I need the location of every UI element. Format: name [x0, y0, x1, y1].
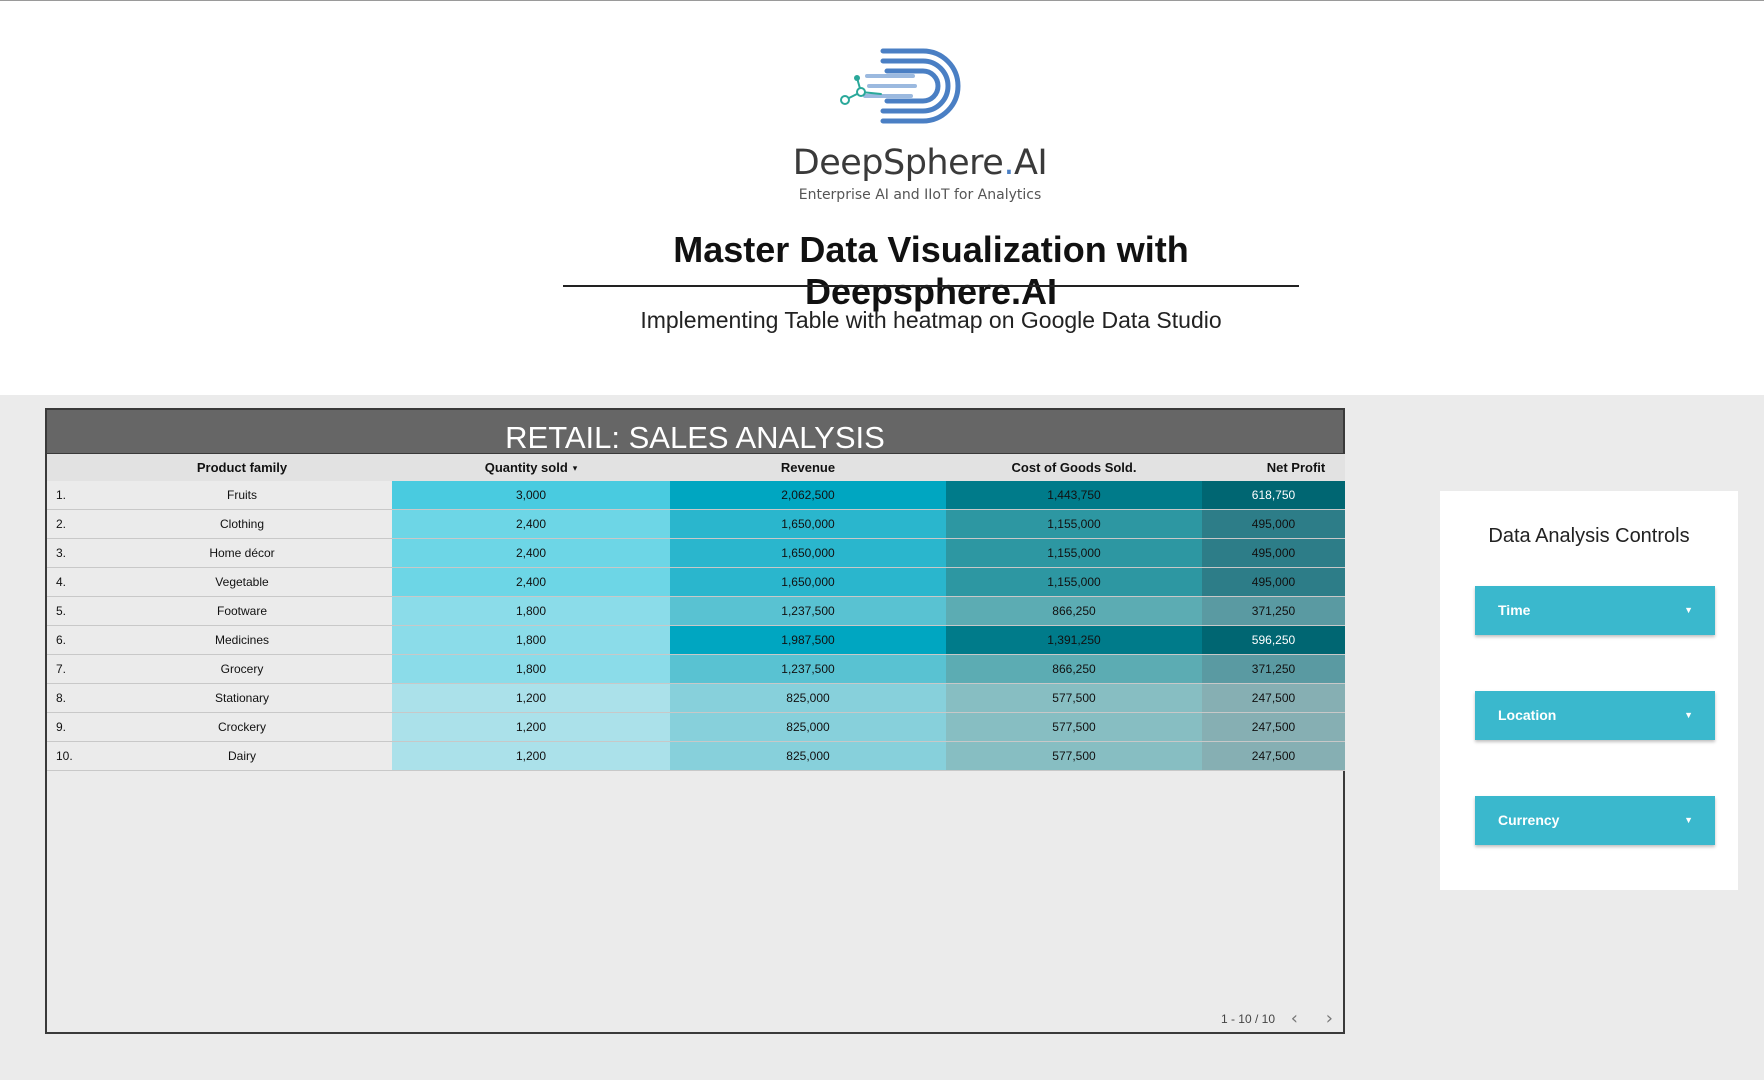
cell-quantity-sold: 1,200 [392, 684, 670, 712]
table-body [47, 481, 1345, 771]
cell-revenue: 825,000 [670, 713, 946, 741]
cell-product-family: Fruits [227, 488, 257, 502]
cell-rownum: 8. [56, 691, 67, 705]
cell-rownum: 10. [56, 749, 73, 763]
cell-product-family: Stationary [214, 691, 270, 705]
cell-product-family: Crockery [217, 720, 266, 734]
table-row[interactable] [47, 597, 1345, 626]
sales-table-panel [45, 408, 1345, 1034]
cell-rownum: 3. [56, 546, 67, 560]
cell-rownum: 5. [56, 604, 67, 618]
cell-cost-of-goods: 1,391,250 [946, 626, 1202, 654]
cell-revenue: 2,062,500 [670, 481, 946, 509]
cell-rownum: 9. [56, 720, 67, 734]
cell-revenue: 1,650,000 [670, 568, 946, 596]
brand-tagline: Enterprise AI and IIoT for Analytics [798, 187, 1042, 203]
pagination-text: 1 - 10 / 10 [1220, 1012, 1275, 1026]
currency-dropdown[interactable] [1475, 796, 1715, 845]
cell-net-profit: 247,500 [1202, 713, 1345, 741]
cell-product-family: Dairy [227, 749, 256, 763]
cell-revenue: 1,237,500 [670, 655, 946, 683]
cell-cost-of-goods: 866,250 [946, 597, 1202, 625]
cell-revenue: 825,000 [670, 742, 946, 770]
cell-revenue: 1,650,000 [670, 539, 946, 567]
time-dropdown-label: Time [1498, 602, 1531, 618]
caret-down-icon: ▼ [1684, 815, 1693, 825]
location-dropdown-label: Location [1498, 707, 1557, 723]
chevron-right-icon[interactable]: › [1325, 1008, 1333, 1029]
cell-quantity-sold: 1,200 [392, 742, 670, 770]
cell-net-profit: 247,500 [1202, 742, 1345, 770]
cell-rownum: 7. [56, 662, 67, 676]
page-title: Master Data Visualization with Deepsphere.AI [673, 229, 1189, 312]
cell-net-profit: 247,500 [1202, 684, 1345, 712]
table-row[interactable] [47, 742, 1345, 771]
caret-down-icon: ▼ [1684, 605, 1693, 615]
cell-product-family: Vegetable [215, 575, 269, 589]
cell-cost-of-goods: 577,500 [946, 684, 1202, 712]
cell-net-profit: 618,750 [1202, 481, 1345, 509]
chevron-left-icon[interactable]: ‹ [1290, 1008, 1298, 1029]
cell-quantity-sold: 1,800 [392, 655, 670, 683]
table-row[interactable] [47, 684, 1345, 713]
header-net-profit[interactable]: Net Profit [1266, 460, 1326, 475]
table-row[interactable] [47, 713, 1345, 742]
cell-rownum: 2. [56, 517, 67, 531]
header-quantity-sold[interactable] [392, 454, 670, 481]
cell-quantity-sold: 1,800 [392, 626, 670, 654]
cell-product-family: Clothing [219, 517, 265, 531]
header-product-family[interactable]: Product family [196, 460, 288, 475]
cell-net-profit: 495,000 [1202, 539, 1345, 567]
data-analysis-controls [1440, 491, 1738, 890]
cell-cost-of-goods: 866,250 [946, 655, 1202, 683]
cell-product-family: Medicines [214, 633, 270, 647]
table-row[interactable] [47, 481, 1345, 510]
title-underline [563, 285, 1299, 287]
sort-desc-icon[interactable]: ▾ [572, 463, 578, 473]
cell-net-profit: 495,000 [1202, 568, 1345, 596]
cell-revenue: 1,987,500 [670, 626, 946, 654]
header-rownum [47, 454, 92, 481]
header-cost-of-goods[interactable]: Cost of Goods Sold. [1011, 460, 1137, 475]
time-dropdown[interactable] [1475, 586, 1715, 635]
cell-rownum: 4. [56, 575, 67, 589]
cell-rownum: 6. [56, 633, 67, 647]
page-subtitle: Implementing Table with heatmap on Google Data Studio [640, 307, 1222, 333]
cell-net-profit: 371,250 [1202, 655, 1345, 683]
cell-revenue: 825,000 [670, 684, 946, 712]
cell-cost-of-goods: 1,443,750 [946, 481, 1202, 509]
cell-product-family: Footware [216, 604, 268, 618]
cell-quantity-sold: 1,800 [392, 597, 670, 625]
table-row[interactable] [47, 539, 1345, 568]
header-quantity-sold-label: Quantity sold [484, 460, 568, 475]
brand-name-text: DeepSphere [792, 143, 1004, 183]
location-dropdown[interactable] [1475, 691, 1715, 740]
cell-cost-of-goods: 577,500 [946, 713, 1202, 741]
table-row[interactable] [47, 626, 1345, 655]
cell-quantity-sold: 2,400 [392, 539, 670, 567]
currency-dropdown-label: Currency [1498, 812, 1560, 828]
cell-net-profit: 371,250 [1202, 597, 1345, 625]
table-banner: RETAIL: SALES ANALYSIS [47, 410, 1343, 453]
cell-net-profit: 596,250 [1202, 626, 1345, 654]
cell-rownum: 1. [56, 488, 67, 502]
header-revenue[interactable]: Revenue [780, 460, 836, 475]
caret-down-icon: ▼ [1684, 710, 1693, 720]
cell-cost-of-goods: 577,500 [946, 742, 1202, 770]
brand-name [780, 143, 1060, 183]
table-row[interactable] [47, 510, 1345, 539]
table-row[interactable] [47, 655, 1345, 684]
cell-cost-of-goods: 1,155,000 [946, 539, 1202, 567]
cell-net-profit: 495,000 [1202, 510, 1345, 538]
cell-quantity-sold: 3,000 [392, 481, 670, 509]
controls-title: Data Analysis Controls [1488, 525, 1690, 547]
table-row[interactable] [47, 568, 1345, 597]
cell-product-family: Home décor [209, 546, 275, 560]
deepsphere-logo-icon [837, 46, 977, 126]
cell-revenue: 1,237,500 [670, 597, 946, 625]
cell-quantity-sold: 2,400 [392, 510, 670, 538]
cell-product-family: Grocery [220, 662, 264, 676]
report-header [0, 0, 1764, 395]
brand-dot: . [1003, 143, 1014, 183]
cell-cost-of-goods: 1,155,000 [946, 568, 1202, 596]
sales-table [47, 453, 1345, 771]
cell-quantity-sold: 2,400 [392, 568, 670, 596]
cell-quantity-sold: 1,200 [392, 713, 670, 741]
cell-revenue: 1,650,000 [670, 510, 946, 538]
cell-cost-of-goods: 1,155,000 [946, 510, 1202, 538]
brand-suffix: AI [1013, 143, 1048, 183]
table-header-row [47, 453, 1345, 481]
